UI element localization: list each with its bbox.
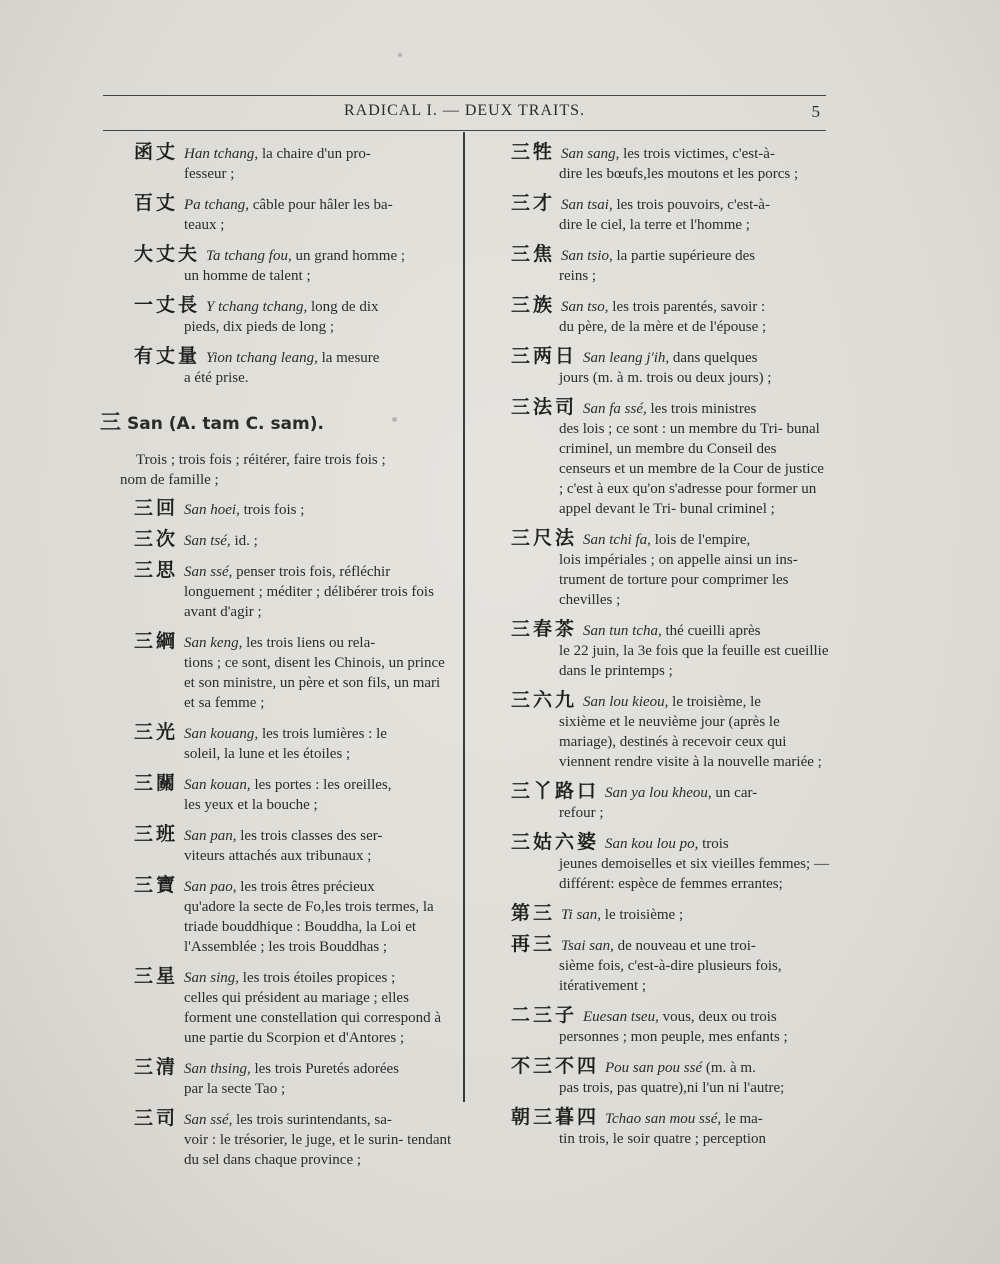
dictionary-entry <box>100 193 452 235</box>
entry-head <box>134 966 452 988</box>
entry-head <box>134 1108 452 1130</box>
dictionary-entry <box>100 346 452 388</box>
entry-romanization: Ti san, <box>561 907 602 923</box>
entry-continuation: teaux ; <box>184 217 225 233</box>
entry-definition: le ma- <box>724 1111 763 1127</box>
dictionary-entry <box>100 722 452 764</box>
entry-characters: 三丫路口 <box>511 780 600 802</box>
entry-continuation: soleil, la lune et les étoiles ; <box>184 746 351 762</box>
entry-romanization: San sing, <box>184 970 240 986</box>
entry-continuation: jeunes demoiselles et six vieilles femmes; — différent: espèce de femmes errantes; <box>559 856 829 892</box>
entry-romanization: Ta tchang fou, <box>206 248 292 264</box>
entry-romanization: San tun tcha, <box>583 623 662 639</box>
right-column <box>505 142 830 1158</box>
entry-continuation: viteurs attachés aux tribunaux ; <box>184 848 372 864</box>
entry-head <box>511 346 830 368</box>
entry-characters: 不三不四 <box>511 1055 600 1077</box>
entry-head <box>134 498 452 520</box>
running-header <box>103 95 826 131</box>
entry-head <box>511 934 830 956</box>
dictionary-entry <box>100 773 452 815</box>
entry-head <box>134 346 452 368</box>
entry-continuation: refour ; <box>559 805 604 821</box>
entry-definition: les trois Puretés adorées <box>254 1061 399 1077</box>
entry-definition: trois fois ; <box>243 502 305 518</box>
entry-romanization: San tsio, <box>561 248 613 264</box>
entry-head <box>511 193 830 215</box>
dictionary-entry <box>100 631 452 713</box>
entry-definition: thé cueilli après <box>665 623 761 639</box>
dictionary-entry <box>100 560 452 622</box>
section-label: San (A. tam C. sam). <box>127 414 324 434</box>
right-entries <box>505 142 830 1149</box>
entry-continuation: celles qui président au mariage ; elles forment une constellation qui correspond à une partie du Scorpion et d'Antores ; <box>184 990 442 1046</box>
dictionary-entry <box>505 346 830 388</box>
entry-romanization: San fa ssé, <box>583 401 647 417</box>
dictionary-entry <box>505 193 830 235</box>
left-top-entries <box>100 142 452 388</box>
entry-characters: 三寶 <box>134 874 179 896</box>
entry-continuation: dire le ciel, la terre et l'homme ; <box>559 217 750 233</box>
entry-characters: 第三 <box>511 902 556 924</box>
entry-romanization: San kouang, <box>184 726 259 742</box>
entry-head <box>134 875 452 897</box>
entry-romanization: Pa tchang, <box>184 197 250 213</box>
entry-head <box>511 1005 830 1027</box>
entry-head <box>134 244 452 266</box>
dictionary-entry <box>505 903 830 925</box>
entry-romanization: Tsai san, <box>561 938 614 954</box>
entry-continuation: les yeux et la bouche ; <box>184 797 318 813</box>
entry-characters: 三六九 <box>511 689 578 711</box>
entry-head <box>134 529 452 551</box>
page-number: 5 <box>811 102 820 121</box>
entry-definition: un grand homme ; <box>295 248 406 264</box>
entry-definition: la chaire d'un pro- <box>261 146 371 162</box>
entry-romanization: San tsé, <box>184 533 231 549</box>
entry-definition: les portes : les oreilles, <box>254 777 392 793</box>
entry-romanization: San hoei, <box>184 502 240 518</box>
entry-head <box>511 619 830 641</box>
paper-speck <box>398 53 402 57</box>
entry-continuation: voir : le trésorier, le juge, et le surin- tendant du sel dans chaque province ; <box>184 1132 452 1168</box>
left-column <box>100 142 452 1179</box>
entry-continuation: qu'adore la secte de Fo,les trois termes, la triade bouddhique : Bouddha, la Loi et l'Assemblée ; les trois Bouddhas ; <box>184 899 434 955</box>
entry-romanization: San kouan, <box>184 777 251 793</box>
entry-head <box>511 244 830 266</box>
dictionary-entry <box>505 528 830 610</box>
entry-characters: 三尺法 <box>511 527 578 549</box>
entry-characters: 一丈長 <box>134 294 201 316</box>
entry-continuation: sième fois, c'est-à-dire plusieurs fois, itérativement ; <box>559 958 782 994</box>
entry-head <box>134 560 452 582</box>
dictionary-entry <box>505 1005 830 1047</box>
dictionary-entry <box>100 1057 452 1099</box>
entry-continuation: sixième et le neuvième jour (après le mariage), destinés à recevoir ceux qui viennent rendre visite à la nouvelle mariée ; <box>559 714 822 770</box>
entry-continuation: pieds, dix pieds de long ; <box>184 319 334 335</box>
entry-romanization: San ssé, <box>184 564 233 580</box>
dictionary-entry <box>100 875 452 957</box>
entry-romanization: San ssé, <box>184 1112 233 1128</box>
entry-continuation: longuement ; méditer ; délibérer trois fois avant d'agir ; <box>184 584 434 620</box>
entry-romanization: Euesan tseu, <box>583 1009 659 1025</box>
entry-definition: le troisième, le <box>672 694 761 710</box>
entry-head <box>511 142 830 164</box>
entry-definition: le troisième ; <box>604 907 684 923</box>
entry-characters: 三才 <box>511 192 556 214</box>
dictionary-entry <box>505 397 830 519</box>
dictionary-entry <box>505 142 830 184</box>
entry-definition: les trois pouvoirs, c'est-à- <box>616 197 770 213</box>
entry-characters: 三牲 <box>511 141 556 163</box>
entry-characters: 三姑六婆 <box>511 831 600 853</box>
dictionary-entry <box>505 1056 830 1098</box>
entry-continuation: personnes ; mon peuple, mes enfants ; <box>559 1029 788 1045</box>
entry-characters: 三春茶 <box>511 618 578 640</box>
intro-line: Trois ; trois fois ; réitérer, faire trois fois ; <box>136 452 386 468</box>
entry-characters: 百丈 <box>134 192 179 214</box>
entry-continuation: dire les bœufs,les moutons et les porcs ; <box>559 166 799 182</box>
entry-romanization: San lou kieou, <box>583 694 669 710</box>
entry-romanization: Y tchang tchang, <box>206 299 308 315</box>
entry-characters: 朝三暮四 <box>511 1106 600 1128</box>
entry-definition: les trois lumières : le <box>261 726 387 742</box>
dictionary-entry <box>100 824 452 866</box>
dictionary-entry <box>505 295 830 337</box>
entry-head <box>511 397 830 419</box>
entry-continuation: reins ; <box>559 268 597 284</box>
entry-definition: les trois parentés, savoir : <box>612 299 766 315</box>
entry-definition: les trois surintendants, sa- <box>236 1112 392 1128</box>
entry-characters: 三關 <box>134 772 179 794</box>
entry-definition: câble pour hâler les ba- <box>252 197 393 213</box>
entry-characters: 三司 <box>134 1107 179 1129</box>
dictionary-entry <box>100 966 452 1048</box>
entry-characters: 大丈夫 <box>134 243 201 265</box>
entry-definition: les trois victimes, c'est-à- <box>623 146 775 162</box>
entry-head <box>511 781 830 803</box>
entry-romanization: San tso, <box>561 299 609 315</box>
entry-head <box>134 193 452 215</box>
section-character: 三 <box>100 410 121 434</box>
entry-romanization: San pan, <box>184 828 237 844</box>
entry-romanization: San pao, <box>184 879 237 895</box>
dictionary-entry <box>505 781 830 823</box>
entry-head <box>134 824 452 846</box>
entry-romanization: San tsai, <box>561 197 613 213</box>
entry-characters: 有丈量 <box>134 345 201 367</box>
section-heading <box>100 406 452 436</box>
entry-characters: 三次 <box>134 528 179 550</box>
entry-definition: les trois ministres <box>650 401 757 417</box>
entry-definition: un car- <box>715 785 758 801</box>
entry-romanization: Han tchang, <box>184 146 259 162</box>
entry-head <box>134 722 452 744</box>
entry-continuation: tions ; ce sont, disent les Chinois, un prince et son ministre, un père et son fils, un mari et sa femme ; <box>184 655 445 711</box>
entry-head <box>511 903 830 925</box>
entry-romanization: San keng, <box>184 635 243 651</box>
entry-characters: 三焦 <box>511 243 556 265</box>
entry-definition: penser trois fois, réfléchir <box>236 564 391 580</box>
entry-head <box>511 528 830 550</box>
intro-line: nom de famille ; <box>120 472 219 488</box>
entry-continuation: jours (m. à m. trois ou deux jours) ; <box>559 370 772 386</box>
entry-characters: 三回 <box>134 497 179 519</box>
entry-definition: la mesure <box>321 350 380 366</box>
entry-characters: 三清 <box>134 1056 179 1078</box>
entry-head <box>134 295 452 317</box>
dictionary-entry <box>100 295 452 337</box>
entry-head <box>134 773 452 795</box>
entry-continuation: lois impériales ; on appelle ainsi un ins- trument de torture pour comprimer les chevilles ; <box>559 552 798 608</box>
entry-head <box>511 690 830 712</box>
entry-definition: la partie supérieure des <box>616 248 756 264</box>
entry-head <box>134 142 452 164</box>
entry-characters: 三法司 <box>511 396 578 418</box>
entry-definition: les trois êtres précieux <box>240 879 375 895</box>
entry-continuation: a été prise. <box>184 370 249 386</box>
entry-romanization: Yion tchang leang, <box>206 350 318 366</box>
entry-definition: trois <box>702 836 729 852</box>
entry-continuation: du père, de la mère et de l'épouse ; <box>559 319 767 335</box>
entry-continuation: fesseur ; <box>184 166 235 182</box>
entry-definition: vous, deux ou trois <box>662 1009 777 1025</box>
entry-continuation: tin trois, le soir quatre ; perception <box>559 1131 767 1147</box>
entry-characters: 三綱 <box>134 630 179 652</box>
entry-characters: 三两日 <box>511 345 578 367</box>
section-intro <box>100 450 452 490</box>
entry-definition: de nouveau et une troi- <box>617 938 756 954</box>
entry-characters: 三星 <box>134 965 179 987</box>
entry-romanization: San thsing, <box>184 1061 251 1077</box>
entry-definition: lois de l'empire, <box>654 532 751 548</box>
entry-characters: 二三子 <box>511 1004 578 1026</box>
dictionary-entry <box>505 244 830 286</box>
entry-definition: dans quelques <box>672 350 758 366</box>
entry-head <box>134 631 452 653</box>
dictionary-entry <box>100 1108 452 1170</box>
header-title: RADICAL I. — DEUX TRAITS. <box>344 102 585 119</box>
dictionary-entry <box>505 690 830 772</box>
entry-head <box>511 832 830 854</box>
dictionary-entry <box>100 498 452 520</box>
entry-head <box>134 1057 452 1079</box>
entry-romanization: San kou lou po, <box>605 836 699 852</box>
entry-romanization: Pou san pou ssé <box>605 1060 703 1076</box>
entry-definition: les trois liens ou rela- <box>246 635 376 651</box>
dictionary-entry <box>505 934 830 996</box>
entry-romanization: Tchao san mou ssé, <box>605 1111 722 1127</box>
entry-continuation: des lois ; ce sont : un membre du Tri- bunal criminel, un membre du Conseil des censeurs et un membre de la Cour de justice ; c'est à eux qu'on s'adresse pour former un appel devant le Tri- bunal criminel ; <box>559 421 824 517</box>
entry-characters: 三思 <box>134 559 179 581</box>
entry-head <box>511 295 830 317</box>
entry-continuation: pas trois, pas quatre),ni l'un ni l'autre; <box>559 1080 785 1096</box>
left-entries <box>100 498 452 1170</box>
dictionary-entry <box>100 244 452 286</box>
entry-characters: 再三 <box>511 933 556 955</box>
entry-definition: les trois classes des ser- <box>240 828 383 844</box>
entry-head <box>511 1056 830 1078</box>
dictionary-entry <box>505 832 830 894</box>
entry-definition: id. ; <box>234 533 258 549</box>
entry-characters: 三光 <box>134 721 179 743</box>
column-divider <box>463 132 465 1102</box>
entry-romanization: San ya lou kheou, <box>605 785 712 801</box>
entry-continuation: le 22 juin, la 3e fois que la feuille est cueillie dans le printemps ; <box>559 643 829 679</box>
entry-characters: 三班 <box>134 823 179 845</box>
dictionary-entry <box>100 142 452 184</box>
dictionary-entry <box>505 619 830 681</box>
entry-characters: 三族 <box>511 294 556 316</box>
entry-definition: (m. à m. <box>705 1060 756 1076</box>
entry-continuation: par la secte Tao ; <box>184 1081 286 1097</box>
entry-romanization: San leang j'ih, <box>583 350 670 366</box>
entry-head <box>511 1107 830 1129</box>
entry-definition: les trois étoiles propices ; <box>242 970 396 986</box>
entry-romanization: San tchi fa, <box>583 532 651 548</box>
entry-romanization: San sang, <box>561 146 620 162</box>
entry-characters: 函丈 <box>134 141 179 163</box>
dictionary-entry <box>505 1107 830 1149</box>
dictionary-entry <box>100 529 452 551</box>
entry-continuation: un homme de talent ; <box>184 268 311 284</box>
entry-definition: long de dix <box>311 299 379 315</box>
